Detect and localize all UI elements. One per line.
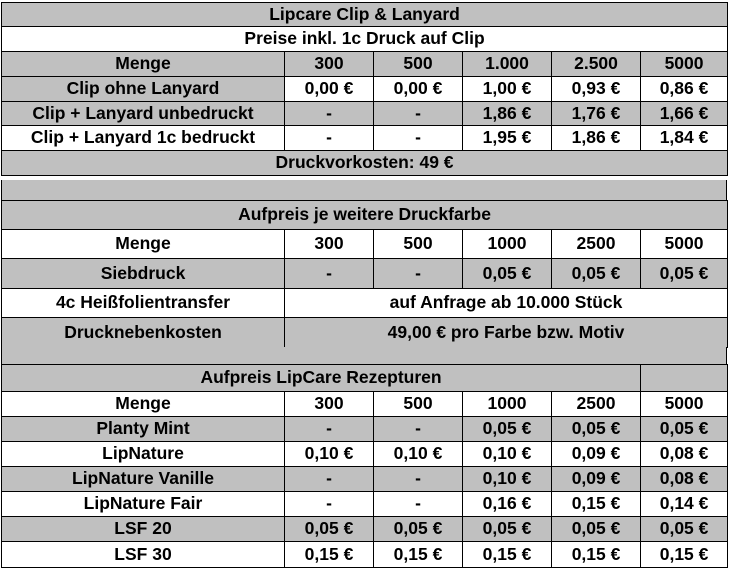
price-cell: - — [285, 467, 374, 492]
header-cell: 1.000 — [463, 52, 552, 77]
price-cell: 0,05 € — [463, 517, 552, 542]
section1-title: Lipcare Clip & Lanyard — [2, 3, 728, 27]
price-cell: 0,05 € — [374, 517, 463, 542]
price-cell: 1,95 € — [463, 126, 552, 151]
separator — [1, 347, 727, 364]
price-cell: - — [285, 259, 374, 289]
price-cell: 0,08 € — [641, 442, 728, 467]
price-cell: 0,15 € — [552, 542, 641, 568]
rezepturen-table — [1, 364, 728, 568]
price-cell: - — [374, 492, 463, 517]
price-cell: - — [374, 259, 463, 289]
price-cell: 0,00 € — [285, 77, 374, 102]
section1-footer: Druckvorkosten: 49 € — [2, 151, 728, 176]
price-cell: 0,05 € — [552, 417, 641, 442]
section2-title: Aufpreis je weitere Druckfarbe — [2, 201, 728, 230]
header-cell: Menge — [2, 52, 285, 77]
header-cell: 2.500 — [552, 52, 641, 77]
price-cell: - — [285, 417, 374, 442]
price-cell: - — [374, 102, 463, 126]
table-row — [2, 467, 728, 492]
section1-header-row — [2, 52, 728, 77]
row-label: LipNature Fair — [2, 492, 285, 517]
header-cell: 2500 — [552, 230, 641, 259]
table-row — [2, 517, 728, 542]
header-cell: 5000 — [641, 230, 728, 259]
header-cell: 5000 — [641, 392, 728, 417]
price-cell: 1,00 € — [463, 77, 552, 102]
header-cell: Menge — [2, 230, 285, 259]
price-cell: 0,05 € — [641, 517, 728, 542]
row-label: Clip ohne Lanyard — [2, 77, 285, 102]
price-cell: 0,14 € — [641, 492, 728, 517]
price-cell: 1,76 € — [552, 102, 641, 126]
price-cell: 0,05 € — [285, 517, 374, 542]
price-cell: 0,05 € — [552, 259, 641, 289]
price-cell: 1,84 € — [641, 126, 728, 151]
section3-header-row — [2, 392, 728, 417]
header-cell: 500 — [374, 52, 463, 77]
price-cell: 0,05 € — [463, 417, 552, 442]
price-cell: 0,09 € — [552, 442, 641, 467]
price-cell: - — [285, 126, 374, 151]
row-label: LSF 20 — [2, 517, 285, 542]
row-label: Drucknebenkosten — [2, 318, 285, 348]
table-row — [2, 417, 728, 442]
price-cell: - — [374, 126, 463, 151]
price-cell: 0,05 € — [552, 517, 641, 542]
price-cell: 0,05 € — [641, 417, 728, 442]
price-cell: 0,15 € — [285, 542, 374, 568]
row-label: Clip + Lanyard unbedruckt — [2, 102, 285, 126]
empty-cell — [641, 365, 728, 392]
table-row — [2, 318, 728, 348]
header-cell: Menge — [2, 392, 285, 417]
price-cell: - — [285, 492, 374, 517]
row-label: Siebdruck — [2, 259, 285, 289]
price-cell: - — [285, 102, 374, 126]
merged-value-cell: auf Anfrage ab 10.000 Stück — [285, 289, 728, 318]
header-cell: 300 — [285, 52, 374, 77]
row-label: LipNature — [2, 442, 285, 467]
table-row — [2, 102, 728, 126]
price-cell: 0,15 € — [374, 542, 463, 568]
separator — [1, 180, 727, 200]
table-row — [2, 492, 728, 517]
header-cell: 1000 — [463, 392, 552, 417]
price-cell: 0,10 € — [463, 467, 552, 492]
price-cell: 1,86 € — [463, 102, 552, 126]
header-cell: 1000 — [463, 230, 552, 259]
price-cell: 0,05 € — [641, 259, 728, 289]
price-cell: 0,10 € — [463, 442, 552, 467]
price-cell: 0,00 € — [374, 77, 463, 102]
table-row — [2, 289, 728, 318]
header-cell: 500 — [374, 392, 463, 417]
druckfarbe-table — [1, 200, 728, 348]
price-cell: 0,15 € — [641, 542, 728, 568]
price-cell: 0,16 € — [463, 492, 552, 517]
header-cell: 500 — [374, 230, 463, 259]
price-cell: 0,86 € — [641, 77, 728, 102]
table-row — [2, 77, 728, 102]
price-cell: 0,93 € — [552, 77, 641, 102]
section3-title: Aufpreis LipCare Rezepturen — [2, 365, 641, 392]
row-label: LSF 30 — [2, 542, 285, 568]
section2-header-row — [2, 230, 728, 259]
clip-lanyard-table — [1, 2, 728, 176]
price-cell: 0,15 € — [463, 542, 552, 568]
row-label: LipNature Vanille — [2, 467, 285, 492]
price-cell: - — [374, 467, 463, 492]
row-label: Planty Mint — [2, 417, 285, 442]
header-cell: 300 — [285, 230, 374, 259]
row-label: Clip + Lanyard 1c bedruckt — [2, 126, 285, 151]
price-cell: 0,09 € — [552, 467, 641, 492]
price-cell: 0,08 € — [641, 467, 728, 492]
price-cell: 1,66 € — [641, 102, 728, 126]
price-cell: 0,15 € — [552, 492, 641, 517]
price-cell: 0,10 € — [285, 442, 374, 467]
table-row — [2, 259, 728, 289]
price-cell: 0,05 € — [463, 259, 552, 289]
merged-value-cell: 49,00 € pro Farbe bzw. Motiv — [285, 318, 728, 348]
header-cell: 300 — [285, 392, 374, 417]
header-cell: 5000 — [641, 52, 728, 77]
row-label: 4c Heißfolientransfer — [2, 289, 285, 318]
table-row — [2, 442, 728, 467]
price-cell: 0,10 € — [374, 442, 463, 467]
price-cell: 1,86 € — [552, 126, 641, 151]
table-row — [2, 542, 728, 568]
header-cell: 2500 — [552, 392, 641, 417]
section1-subtitle: Preise inkl. 1c Druck auf Clip — [2, 27, 728, 52]
price-cell: - — [374, 417, 463, 442]
table-row — [2, 126, 728, 151]
